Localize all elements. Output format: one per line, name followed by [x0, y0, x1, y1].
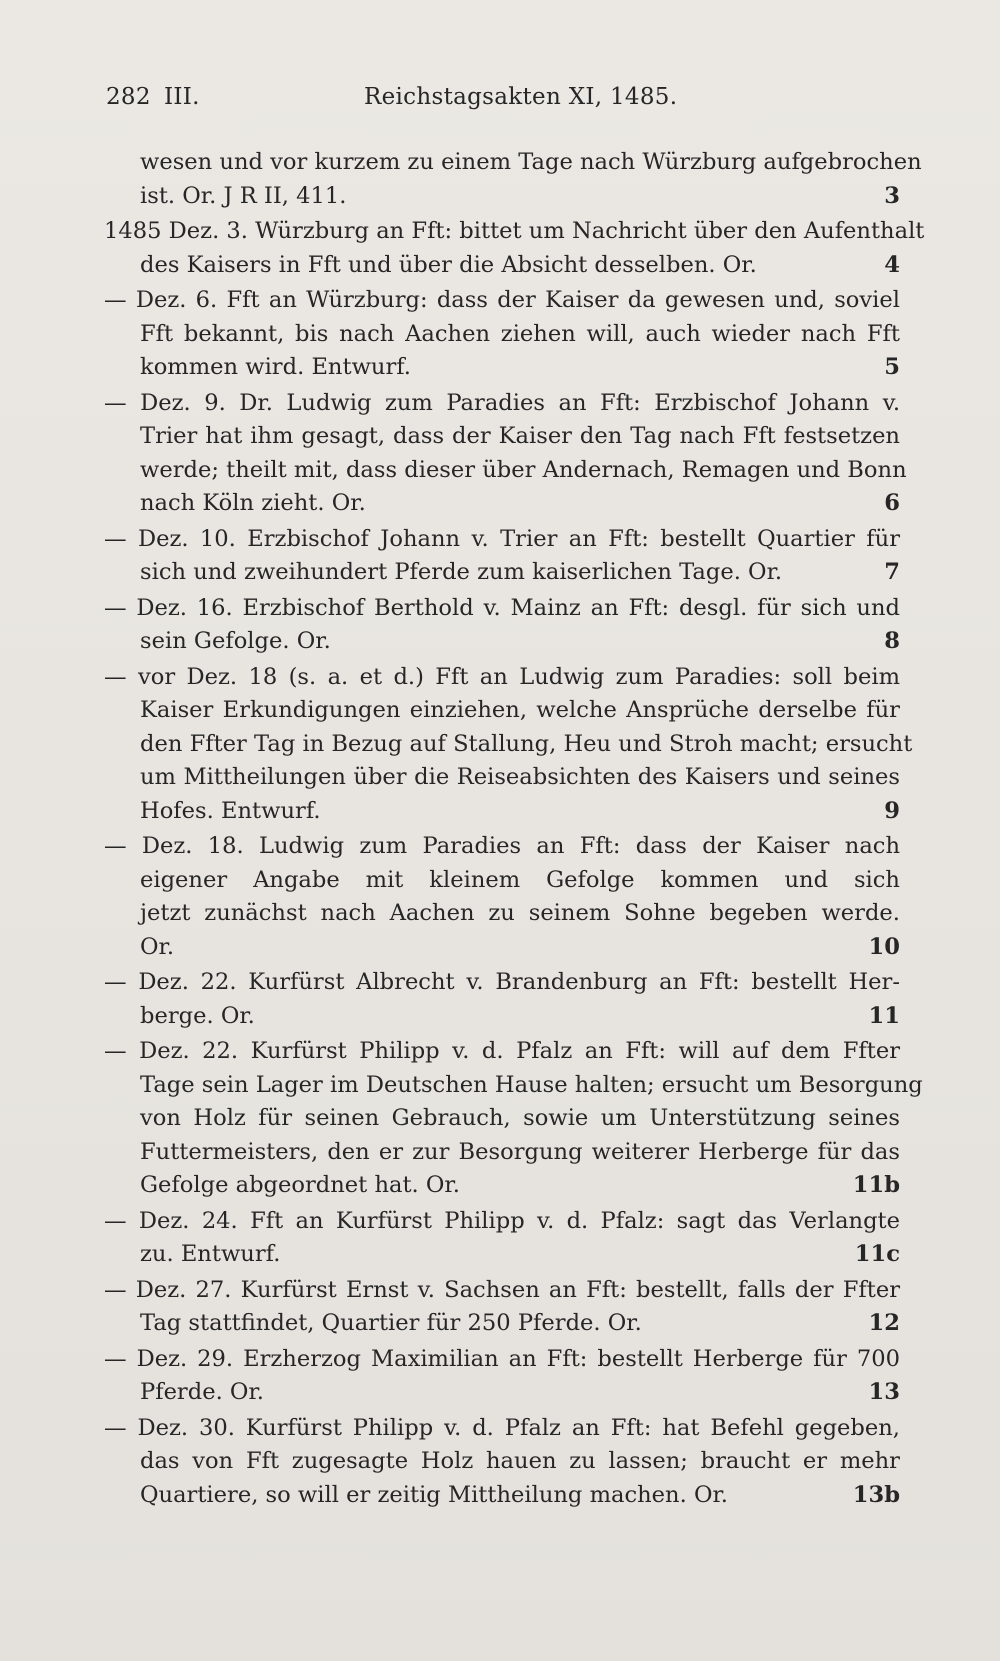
entry-number: 12	[868, 1310, 900, 1336]
entry-text: ist. Or. J R II, 411.	[140, 182, 347, 209]
entry-line	[104, 1169, 900, 1203]
entry-line: — vor Dez. 18 (s. a. et d.) Fft an Ludwig zum Paradies: soll beim	[104, 663, 900, 690]
register-entry	[104, 1205, 900, 1272]
entry-number: 13	[868, 1379, 900, 1405]
entry-number: 6	[884, 490, 900, 516]
entry-line	[104, 625, 900, 659]
entry-line	[104, 795, 900, 829]
entry-line	[104, 1000, 900, 1034]
entry-line	[104, 180, 900, 214]
entry-line	[104, 249, 900, 283]
entry-text: Tag stattfindet, Quartier für 250 Pferde. Or.	[140, 1310, 642, 1336]
entry-line: Tage sein Lager im Deutschen Hause halten; ersucht um Besorgung	[140, 1071, 923, 1098]
entry-line: eigener Angabe mit kleinem Gefolge kommen und sich	[140, 866, 900, 893]
entry-text: kommen wird. Entwurf.	[140, 354, 411, 380]
entry-text: zu. Entwurf.	[140, 1241, 281, 1267]
entry-text: berge. Or.	[140, 1002, 255, 1029]
register-entry	[104, 215, 925, 282]
entry-line: Kaiser Erkundigungen einziehen, welche Ansprüche derselbe für	[140, 697, 900, 723]
entry-number: 7	[884, 559, 900, 585]
register-entry	[104, 523, 900, 590]
register-entry	[104, 966, 900, 1033]
entry-line: — Dez. 29. Erzherzog Maximilian an Fft: bestellt Herberge für 700	[104, 1345, 900, 1372]
entry-line: — Dez. 30. Kurfürst Philipp v. d. Pfalz an Fft: hat Befehl gegeben,	[104, 1414, 900, 1441]
entry-line: das von Fft zugesagte Holz hauen zu lassen; braucht er mehr	[140, 1448, 900, 1474]
entry-text: Pferde. Or.	[140, 1379, 264, 1405]
entry-line: 1485 Dez. 3. Würzburg an Fft: bittet um Nachricht über den Aufenthalt	[104, 218, 925, 244]
entry-line: Trier hat ihm gesagt, dass der Kaiser den Tag nach Fft festsetzen	[140, 423, 900, 449]
entry-text: Quartiere, so will er zeitig Mittheilung machen. Or.	[140, 1481, 728, 1508]
entry-line	[104, 556, 900, 590]
entry-list	[104, 146, 925, 1514]
entry-number: 9	[884, 797, 900, 824]
entry-line: jetzt zunächst nach Aachen zu seinem Sohne begeben werde.	[140, 900, 900, 926]
entry-line: um Mittheilungen über die Reiseabsichten des Kaisers und seines	[140, 764, 900, 790]
entry-line	[104, 1238, 900, 1272]
register-entry	[104, 1035, 923, 1203]
entry-line: werde; theilt mit, dass dieser über Andernach, Remagen und Bonn	[140, 456, 907, 483]
entry-line: wesen und vor kurzem zu einem Tage nach Würzburg aufgebrochen	[140, 149, 922, 175]
entry-line: Futtermeisters, den er zur Besorgung weiterer Herberge für das	[140, 1138, 900, 1165]
entry-line: — Dez. 9. Dr. Ludwig zum Paradies an Fft: Erzbischof Johann v.	[104, 389, 900, 416]
entry-line: — Dez. 24. Fft an Kurfürst Philipp v. d. Pfalz: sagt das Verlangte	[104, 1207, 900, 1234]
entry-line	[104, 1376, 900, 1410]
register-entry	[104, 284, 900, 385]
entry-number: 11b	[852, 1172, 900, 1198]
register-entry	[104, 146, 922, 213]
entry-line	[104, 487, 900, 521]
entry-text: sich und zweihundert Pferde zum kaiserlichen Tage. Or.	[140, 559, 783, 585]
entry-number: 13b	[852, 1481, 900, 1508]
entry-number: 5	[884, 354, 900, 380]
entry-text: Hofes. Entwurf.	[140, 797, 321, 824]
entry-number: 10	[868, 933, 900, 960]
entry-number: 8	[884, 628, 900, 654]
entry-line: — Dez. 16. Erzbischof Berthold v. Mainz an Fft: desgl. für sich und	[104, 594, 900, 621]
entry-number: 4	[884, 251, 900, 278]
register-entry	[104, 661, 913, 829]
entry-text: nach Köln zieht. Or.	[140, 490, 366, 516]
entry-line: Fft bekannt, bis nach Aachen ziehen will, auch wieder nach Fft	[140, 320, 900, 347]
page-number: 282	[106, 84, 151, 110]
part-number: III.	[164, 84, 200, 110]
running-title: Reichstagsakten XI, 1485.	[364, 84, 678, 110]
entry-line: — Dez. 18. Ludwig zum Paradies an Fft: dass der Kaiser nach	[104, 833, 900, 859]
entry-line: von Holz für seinen Gebrauch, sowie um Unterstützung seines	[140, 1105, 900, 1131]
register-entry	[104, 1274, 900, 1341]
entry-line: — Dez. 22. Kurfürst Philipp v. d. Pfalz an Fft: will auf dem Ffter	[104, 1038, 900, 1064]
entry-text: sein Gefolge. Or.	[140, 628, 331, 654]
entry-line: den Ffter Tag in Bezug auf Stallung, Heu und Stroh macht; ersucht	[140, 730, 913, 757]
register-entry	[104, 1343, 900, 1410]
entry-text: Or.	[140, 933, 175, 960]
register-entry	[104, 592, 900, 659]
entry-line: — Dez. 6. Fft an Würzburg: dass der Kaiser da gewesen und, soviel	[104, 287, 900, 313]
entry-line: — Dez. 22. Kurfürst Albrecht v. Brandenburg an Fft: bestellt Her-	[104, 969, 900, 995]
entry-line: — Dez. 27. Kurfürst Ernst v. Sachsen an Fft: bestellt, falls der Ffter	[104, 1276, 900, 1303]
register-entry	[104, 1412, 900, 1513]
entry-number: 3	[884, 182, 900, 209]
entry-number: 11	[868, 1002, 900, 1029]
register-entry	[104, 830, 900, 964]
entry-line	[104, 351, 900, 385]
entry-line	[104, 1307, 900, 1341]
entry-line: — Dez. 10. Erzbischof Johann v. Trier an Fft: bestellt Quartier für	[104, 525, 900, 552]
entry-line	[104, 1479, 900, 1513]
register-entry	[104, 387, 907, 521]
entry-text: Gefolge abgeordnet hat. Or.	[140, 1172, 460, 1198]
entry-text: des Kaisers in Fft und über die Absicht desselben. Or.	[140, 251, 757, 278]
entry-line	[104, 931, 900, 965]
entry-number: 11c	[854, 1241, 900, 1267]
